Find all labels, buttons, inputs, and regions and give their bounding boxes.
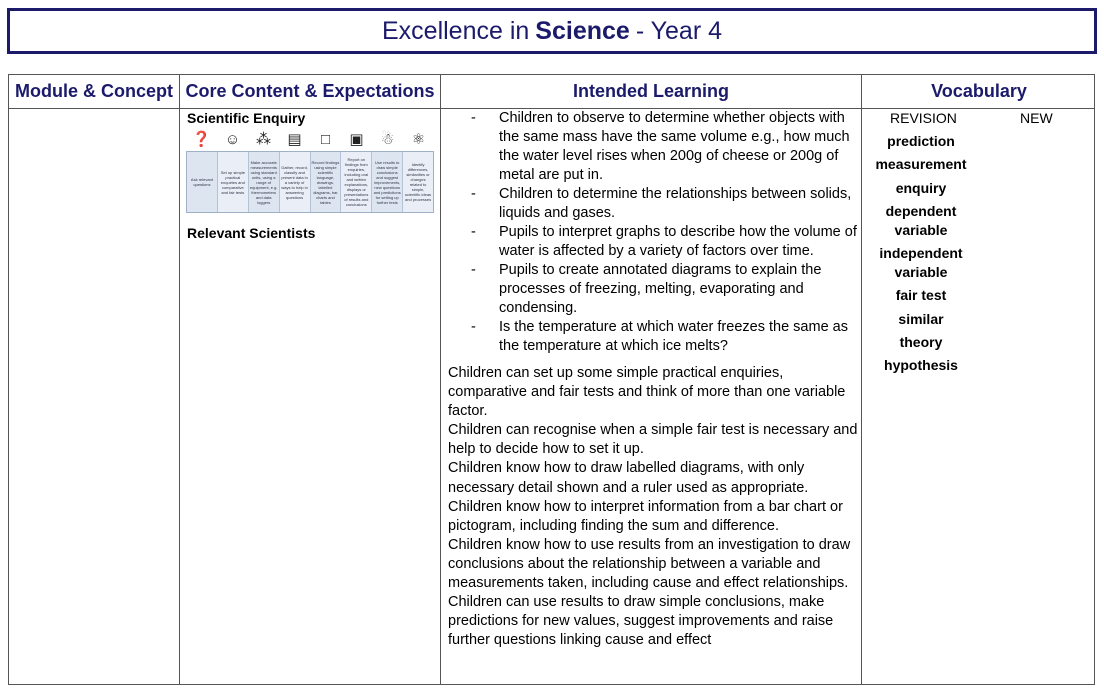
header-module: Module & Concept	[15, 81, 173, 101]
enquiry-step: Record findings using simple scientific language, drawings, labelled diagrams, bar charts and tables	[311, 152, 342, 212]
header-core: Core Content & Expectations	[185, 81, 435, 101]
learning-bullet-list	[471, 109, 861, 356]
expectation-paragraph: Children know how to interpret information from a bar chart or pictogram, including finding the sum and difference.	[448, 498, 843, 534]
enquiry-skills-strip	[186, 127, 434, 213]
title-subject: Science	[535, 16, 630, 45]
enquiry-step: Use results to draw simple conclusions and suggest improvements, new questions and predictions for setting up further tests	[372, 152, 403, 212]
measure-icon: ⁂	[256, 131, 271, 148]
vocab-word: hypothesis	[884, 357, 958, 374]
enquiry-step: Gather, record, classify and present data in a variety of ways to help in answering questions	[280, 152, 311, 212]
expectation-paragraph: Children can use results to draw simple conclusions, make predictions for new values, suggest improvements and raise further questions linking cause and effect	[448, 594, 834, 649]
vocab-revision-list	[866, 132, 976, 380]
relevant-scientists-heading: Relevant Scientists	[187, 225, 316, 241]
vocab-revision-label: REVISION	[890, 110, 957, 126]
list-item: - Children to observe to determine whether objects with the same mass have the same volume e.g., how much the water level rises when 200g of cheese or 200g of metal are put in.	[471, 110, 850, 183]
enquiry-descriptions	[186, 151, 434, 213]
enquiry-step: Set up simple practical enquiries and comparative and fair tests	[218, 152, 249, 212]
expectation-paragraph: Children know how to use results from an investigation to draw conclusions about the relationship between a variable and measurements taken, including cause and effect relationships.	[448, 536, 851, 592]
table-icon: ▤	[287, 131, 302, 148]
expectation-paragraph: Children know how to draw labelled diagrams, with only necessary detail shown and a ruler used as appropriate.	[448, 460, 809, 496]
column-divider	[179, 75, 180, 684]
title-prefix: Excellence in	[381, 16, 530, 45]
expectation-paragraph: Children can recognise when a simple fair test is necessary and help to decide how to set it up.	[448, 422, 858, 458]
question-icon: ❓	[192, 131, 211, 148]
vocab-word: fair test	[895, 287, 947, 304]
list-item: - Pupils to create annotated diagrams to explain the processes of freezing, melting, evaporating and condensing.	[471, 262, 822, 316]
curriculum-table	[8, 74, 1095, 685]
column-divider	[440, 75, 441, 684]
enquiry-step: Identify differences, similarities or changes related to simple, scientific ideas and processes	[403, 152, 433, 212]
vocab-word: theory	[899, 334, 943, 351]
list-item: - Children to determine the relationships between solids, liquids and gases.	[471, 186, 852, 221]
clipboard-icon: □	[320, 130, 331, 148]
enquiry-icon-row	[186, 127, 434, 151]
page-title	[7, 8, 1097, 54]
vocab-word: independent variable	[879, 245, 963, 281]
learning-expectations	[448, 364, 863, 650]
group-icon: ☺	[224, 130, 241, 148]
list-item: - Pupils to interpret graphs to describe how the volume of water is affected by a variety of factors over time.	[471, 224, 857, 259]
atom-icon: ⚛	[411, 131, 426, 148]
vocab-word: measurement	[875, 156, 967, 173]
enquiry-step: Make accurate measurements using standard units, using a range of equipment, e.g. thermometers and data loggers	[249, 152, 280, 212]
vocab-word: enquiry	[895, 179, 947, 196]
presentation-icon: ▣	[349, 131, 364, 148]
enquiry-step: Report on findings from enquiries, including oral and written explanations, displays or presentations of results and conclusions	[341, 152, 372, 212]
vocab-word: prediction	[887, 133, 955, 149]
vocab-word: dependent variable	[885, 202, 957, 238]
list-item: - Is the temperature at which water freezes the same as the temperature at which ice melts?	[471, 319, 848, 354]
enquiry-step: Ask relevant questions	[187, 152, 218, 212]
expectation-paragraph: Children can set up some simple practical enquiries, comparative and fair tests and think of more than one variable factor.	[448, 365, 846, 420]
vocab-word: similar	[898, 310, 944, 327]
people-icon: ☃	[380, 131, 395, 148]
vocab-new-label: NEW	[1020, 110, 1053, 126]
scientific-enquiry-heading: Scientific Enquiry	[187, 110, 306, 126]
header-vocabulary: Vocabulary	[931, 81, 1027, 101]
header-learning: Intended Learning	[572, 81, 729, 101]
title-suffix: - Year 4	[635, 16, 722, 45]
